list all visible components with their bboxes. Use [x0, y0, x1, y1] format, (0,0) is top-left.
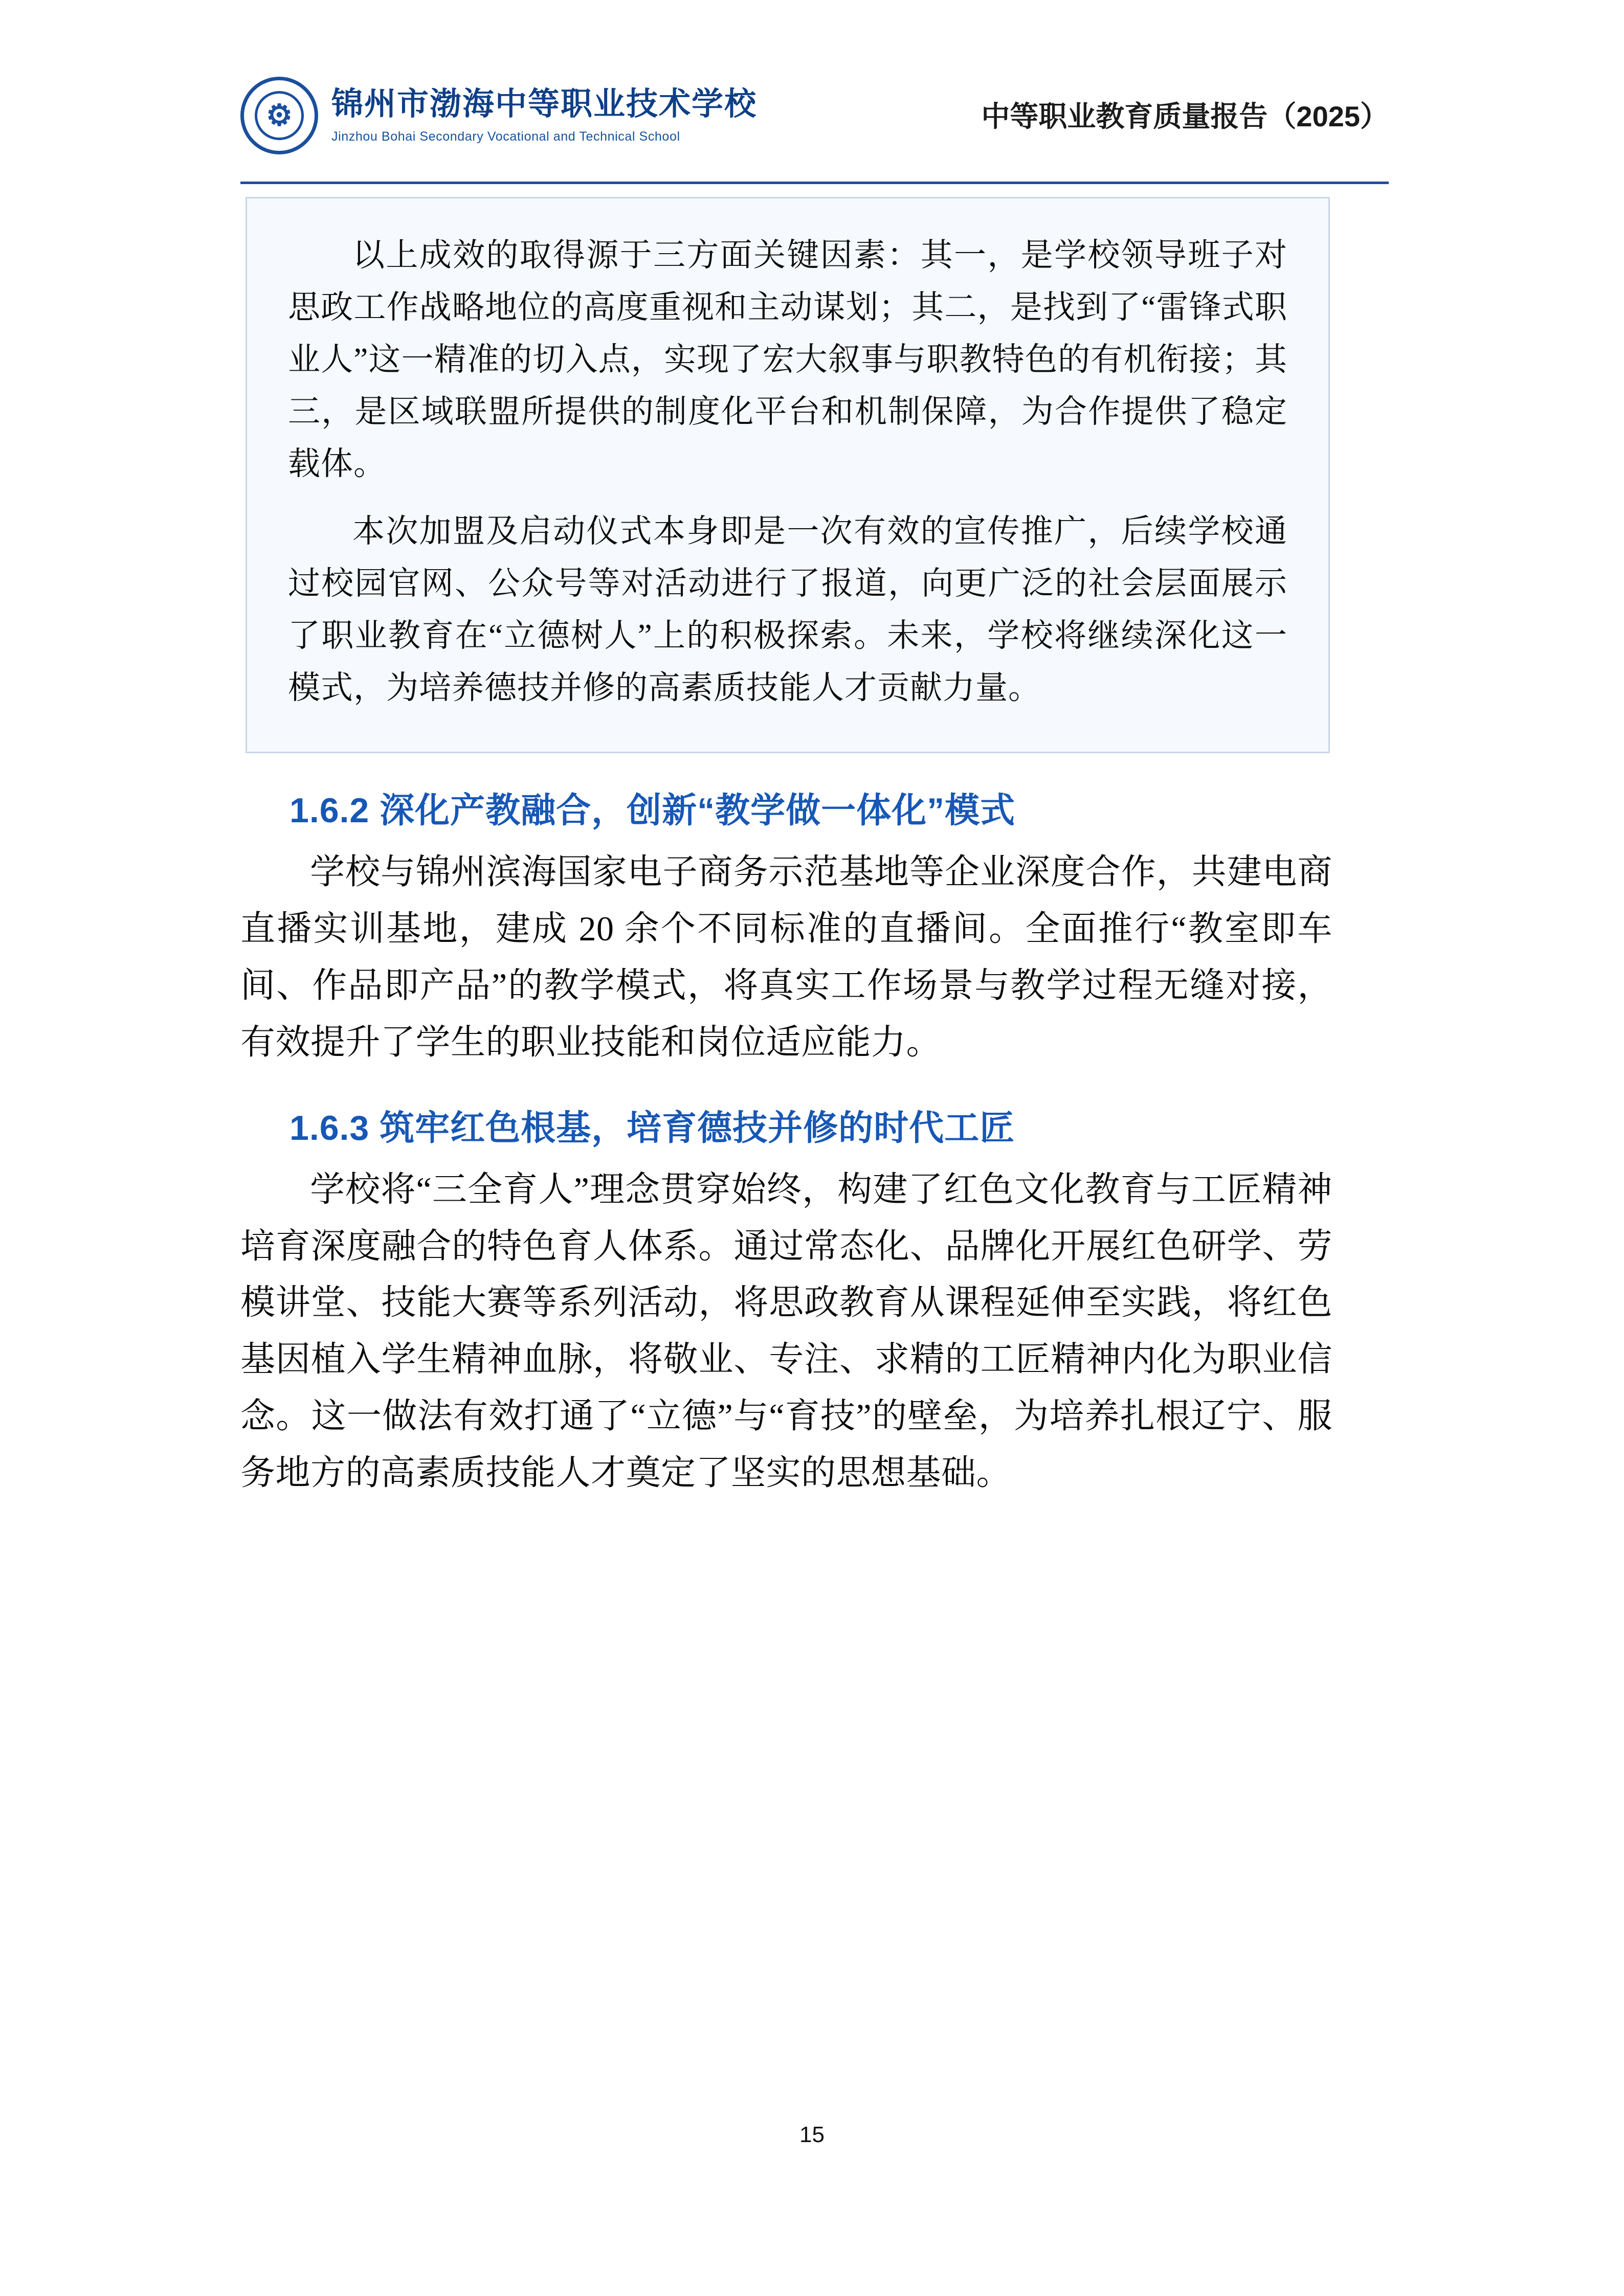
school-name-en: Jinzhou Bohai Secondary Vocational and Technical School	[331, 129, 680, 144]
school-seal-icon	[240, 77, 318, 154]
school-name-cn: 锦州市渤海中等职业技术学校	[331, 86, 758, 122]
page-number: 15	[799, 2122, 825, 2147]
section-body-1-6-2: 学校与锦州滨海国家电子商务示范基地等企业深度合作，共建电商直播实训基地，建成 20 余个不同标准的直播间。全面推行“教室即车间、作品即产品”的教学模式，将真实工作场景与教学过程无缝对接，有效提升了学生的职业技能和岗位适应能力。	[240, 852, 1332, 1062]
school-logo	[240, 77, 757, 154]
page-header	[240, 77, 1389, 179]
highlight-callout-box	[246, 197, 1330, 753]
callout-paragraph-1: 以上成效的取得源于三方面关键因素：其一，是学校领导班子对思政工作战略地位的高度重视和主动谋划；其二，是找到了“雷锋式职业人”这一精准的切入点，实现了宏大叙事与职教特色的有机衔接；其三，是区域联盟所提供的制度化平台和机制保障，为合作提供了稳定载体。	[288, 237, 1287, 482]
logo-text-block	[331, 87, 757, 144]
callout-paragraph-2: 本次加盟及启动仪式本身即是一次有效的宣传推广，后续学校通过校园官网、公众号等对活动进行了报道，向更广泛的社会层面展示了职业教育在“立德树人”上的积极探索。未来，学校将继续深化这一模式，为培养德技并修的高素质技能人才贡献力量。	[288, 513, 1287, 706]
report-title: 中等职业教育质量报告（2025）	[981, 100, 1389, 132]
section-heading-1-6-3: 1.6.3 筑牢红色根基，培育德技并修的时代工匠	[290, 1108, 1015, 1147]
page-content	[240, 197, 1389, 1506]
section-body-1-6-3: 学校将“三全育人”理念贯穿始终，构建了红色文化教育与工匠精神培育深度融合的特色育人体系。通过常态化、品牌化开展红色研学、劳模讲堂、技能大赛等系列活动，将思政教育从课程延伸至实践，将红色基因植入学生精神血脉，将敬业、专注、求精的工匠精神内化为职业信念。这一做法有效打通了“立德”与“育技”的壁垒，为培养扎根辽宁、服务地方的高素质技能人才奠定了坚实的思想基础。	[240, 1169, 1332, 1492]
seal-glyph: ⚙	[266, 99, 293, 132]
header-divider	[240, 182, 1389, 184]
section-heading-1-6-2: 1.6.2 深化产教融合，创新“教学做一体化”模式	[290, 791, 1016, 830]
